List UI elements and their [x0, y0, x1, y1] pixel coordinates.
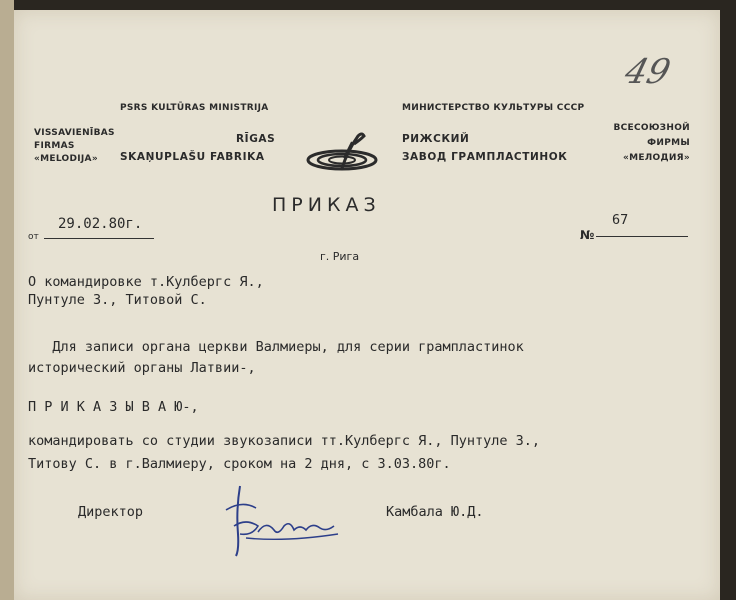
right-ministry: МИНИСТЕРСТВО КУЛЬТУРЫ СССР — [402, 103, 585, 113]
melodiya-logo — [302, 128, 382, 178]
binder-strip — [0, 0, 14, 600]
document-page: PSRS KULTŪRAS MINISTRIJA VISSAVIENĪBAS FIRMAS «MELODIJA» RĪGAS SKAŅUPLAŠU FABRIKA МИНИСТЕРСТВО КУЛЬТУРЫ СССР РИЖСКИЙ ЗАВОД ГРАМПЛАСТИНОК ВСЕСОЮЗНОЙ ФИРМЫ «МЕЛОДИЯ» 49 ПРИКАЗ от 29.02.80г. № 67 г. Рига О командировке т.Кулбергс Я., Пунтуле З., Титовой С. Для записи органа церкви Валмиеры, для серии грампластинок исторический органы Латвии-, П Р И К А З Ы В А Ю-, командировать со студии звукозаписи тт.Кулбергс Я., Пунтуле З., Титову С. в г.Валмиеру, сроком на 2 дня, с 3.03.80г. Директор Камбала Ю.Д. — [14, 10, 720, 600]
document-number: 67 — [612, 212, 629, 228]
handwritten-mark: 49 — [620, 52, 675, 92]
document-date: 29.02.80г. — [58, 216, 143, 232]
number-label: № — [580, 228, 595, 242]
left-ministry: PSRS KULTŪRAS MINISTRIJA — [120, 103, 269, 113]
number-line — [596, 236, 688, 237]
director-signature — [216, 480, 346, 560]
date-line — [44, 238, 154, 239]
document-title: ПРИКАЗ — [272, 194, 381, 216]
date-prefix: от — [28, 232, 39, 242]
signatory-title: Директор — [78, 504, 144, 520]
signatory-name: Камбала Ю.Д. — [386, 504, 484, 520]
order-word: П Р И К А З Ы В А Ю-, — [28, 399, 199, 415]
city: г. Рига — [320, 250, 360, 263]
